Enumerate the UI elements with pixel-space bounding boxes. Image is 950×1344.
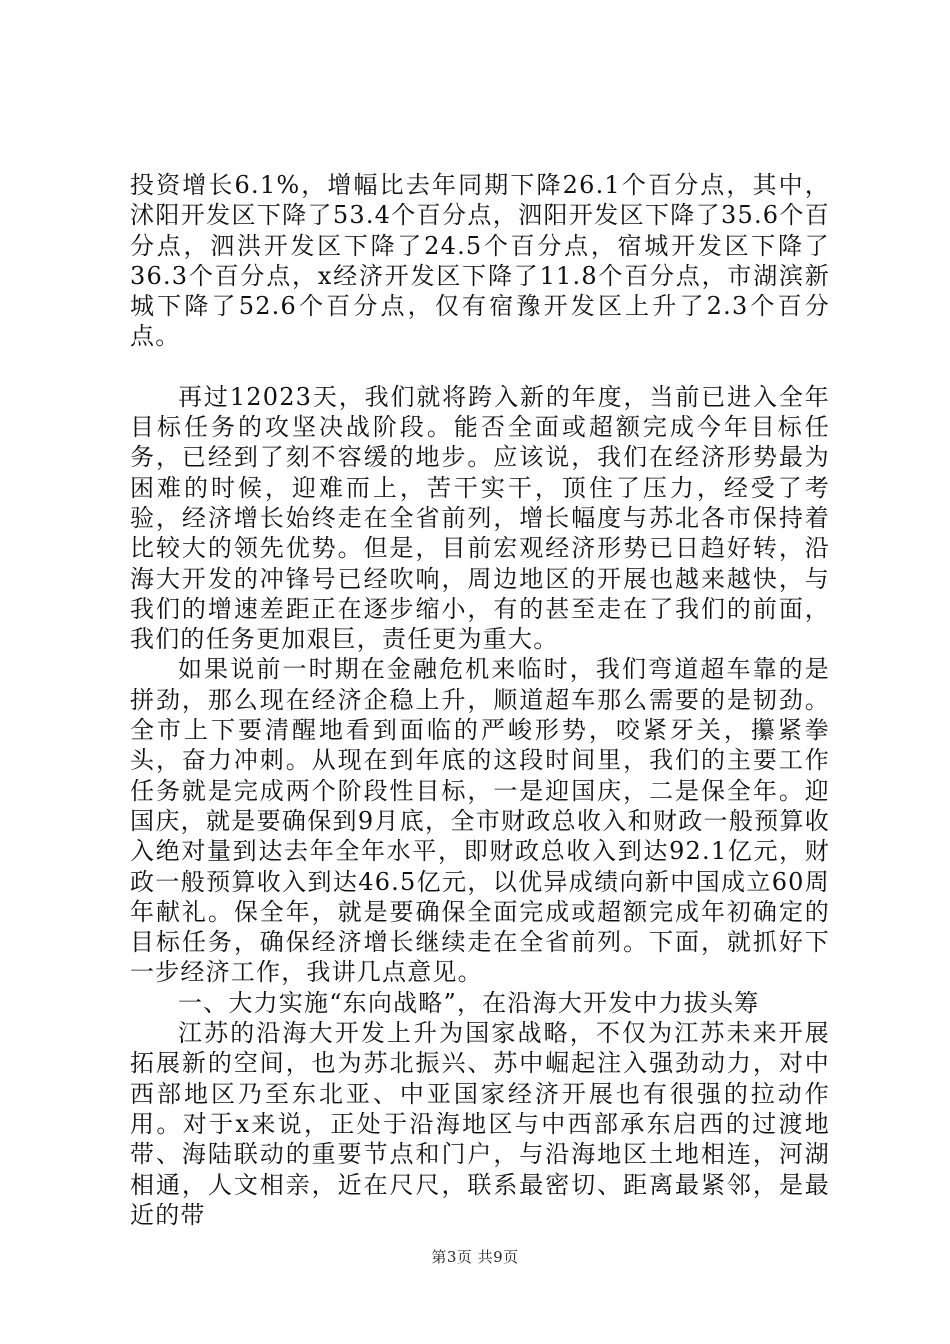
paragraph-two-targets: 如果说前一时期在金融危机来临时，我们弯道超车靠的是拼劲，那么现在经济企稳上升，顺道超车那么需要的是韧劲。全市上下要清醒地看到面临的严峻形势，咬紧牙关，攥紧拳头，奋力冲刺。从现在到年底的这段时间里，我们的主要工作任务就是完成两个阶段性目标，一是迎国庆，二是保全年。迎国庆，就是要确保到9月底，全市财政总收入和财政一般预算收入绝对量到达去年全年水平，即财政总收入到达92.1亿元，财政一般预算收入到达46.5亿元，以优异成绩向新中国成立60周年献礼。保全年，就是要确保全面完成或超额完成年初确定的目标任务，确保经济增长继续走在全省前列。下面，就抓好下一步经济工作，我讲几点意见。 (130, 655, 830, 987)
paragraph-investment-growth: 投资增长6.1%，增幅比去年同期下降26.1个百分点，其中，沭阳开发区下降了53.4个百分点，泗阳开发区下降了35.6个百分点，泗洪开发区下降了24.5个百分点，宿城开发区下降了36.3个百分点，x经济开发区下降了11.8个百分点，市湖滨新城下降了52.6个百分点，仅有宿豫开发区上升了2.3个百分点。 (130, 171, 830, 351)
section-heading-east-strategy: 一、大力实施“东向战略”，在沿海大开发中力拔头筹 (178, 988, 760, 1017)
page-number-footer: 第3页 共9页 (431, 1248, 519, 1266)
paragraph-spacer (130, 352, 830, 382)
document-body (130, 170, 830, 1230)
paragraph-year-end-goals: 再过12023天，我们就将跨入新的年度，当前已进入全年目标任务的攻坚决战阶段。能否全面或超额完成今年目标任务，已经到了刻不容缓的地步。应该说，我们在经济形势最为困难的时候，迎难而上，苦干实干，顶住了压力，经受了考验，经济增长始终走在全省前列，增长幅度与苏北各市保持着比较大的领先优势。但是，目前宏观经济形势已日趋好转，沿海大开发的冲锋号已经吹响，周边地区的开展也越来越快，与我们的增速差距正在逐步缩小，有的甚至走在了我们的前面，我们的任务更加艰巨，责任更为重大。 (130, 382, 830, 654)
paragraph-coastal-development: 江苏的沿海大开发上升为国家战略，不仅为江苏未来开展拓展新的空间，也为苏北振兴、苏中崛起注入强劲动力，对中西部地区乃至东北亚、中亚国家经济开展也有很强的拉动作用。对于x来说，正处于沿海地区与中西部承东启西的过渡地带、海陆联动的重要节点和门户，与沿海地区土地相连，河湖相通，人文相亲，近在尺尺，联系最密切、距离最紧邻，是最近的带 (130, 1019, 830, 1229)
